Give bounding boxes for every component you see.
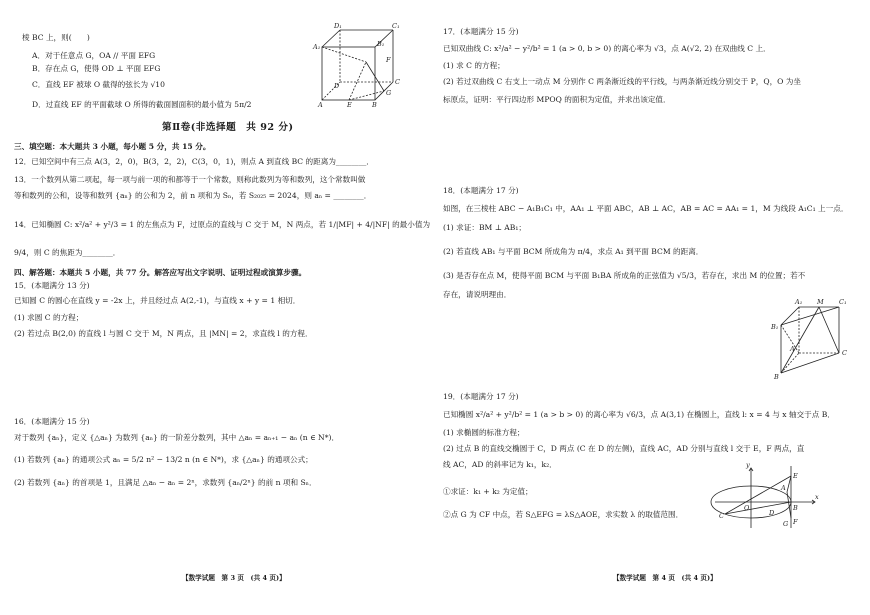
question-16-heading: 16．(本题满分 15 分) [14, 417, 90, 426]
question-17-heading: 17．(本题满分 15 分) [443, 27, 519, 36]
prism-label-c1: C₁ [839, 298, 847, 306]
question-18-heading: 18．(本题满分 17 分) [443, 186, 519, 195]
cube-label-a: A [318, 101, 323, 109]
question-18-part1: (1) 求证：BM ⊥ AB₁； [443, 223, 526, 232]
cube-label-f: F [386, 56, 391, 64]
ellipse-label-y: y [746, 461, 750, 469]
right-page-footer: 【数学试题 第 4 页 (共 4 页)】 [613, 574, 717, 582]
prism-label-b1: B₁ [771, 323, 779, 331]
question-12: 12．已知空间中有三点 A(3，2，0)，B(3，2，2)，C(3，0，1)，则点 A 到直线 BC 的距离为________． [14, 157, 374, 166]
ellipse-label-e: E [793, 472, 798, 480]
question-13-line2: 等和数列的公和，设等和数列 {aₙ} 的公和为 2，前 n 项和为 Sₙ，若 S₂₀₂₅ = 2024，则 aₙ = ________． [14, 191, 372, 200]
question-16-part1: (1) 若数列 {aₙ} 的通项公式 aₙ = 5/2 n² − 13/2 n (n ∈ N*)，求 {△aₙ} 的通项公式； [14, 455, 313, 464]
prism-figure [771, 297, 851, 379]
cube-figure [304, 22, 414, 107]
section4-heading: 四、解答题：本题共 5 小题，共 77 分。解答应写出文字说明、证明过程或演算步骤。 [14, 268, 307, 277]
question-15-heading: 15．(本题满分 13 分) [14, 281, 90, 290]
question-14-line1: 14．已知椭圆 C: x²/a² + y²/3 = 1 的左焦点为 F，过原点的直线与 C 交于 M，N 两点，若 1/|MF| + 4/|NF| 的最小值为 [14, 220, 431, 229]
question-13-line1: 13．一个数列从第二项起，每一项与前一项的和都等于一个常数，则称此数列为等和数列，这个常数叫做 [14, 175, 366, 184]
question-18-stem: 如图，在三棱柱 ABC − A₁B₁C₁ 中，AA₁ ⊥ 平面 ABC，AB ⊥ AC，AB = AC = AA₁ = 1，M 为线段 A₁C₁ 上一点． [443, 204, 849, 213]
q11-option-b: B．存在点 G，使得 OD ⊥ 平面 EFG [32, 64, 161, 73]
cube-label-b1: B₁ [377, 40, 385, 48]
left-page-footer: 【数学试题 第 3 页 (共 4 页)】 [182, 574, 286, 582]
question-17-part2-line2: 标原点，证明：平行四边形 MPOQ 的面积为定值，并求出该定值． [443, 95, 671, 104]
prism-label-c: C [842, 349, 847, 357]
question-17-stem: 已知双曲线 C: x²/a² − y²/b² = 1 (a > 0, b > 0) 的离心率为 √3，点 A(√2, 2) 在双曲线 C 上． [443, 44, 771, 53]
ellipse-label-x: x [815, 493, 819, 501]
q11-tail: 棱 BC 上，则( ) [22, 33, 90, 42]
question-15-part2: (2) 若过点 B(2,0) 的直线 l 与圆 C 交于 M，N 两点，且 |MN| = 2，求直线 l 的方程． [14, 329, 313, 338]
right-page [443, 0, 858, 615]
question-19-part2-line2: 线 AC，AD 的斜率记为 k₁，k₂． [443, 460, 557, 469]
prism-label-b: B [774, 373, 779, 381]
cube-label-a1: A₁ [313, 43, 321, 51]
question-14-line2: 9/4，则 C 的焦距为________． [14, 248, 121, 257]
question-15-part1: (1) 求圆 C 的方程； [14, 313, 84, 322]
prism-label-m: M [817, 298, 824, 306]
part2-title: 第Ⅱ卷(非选择题 共 92 分) [162, 122, 294, 133]
question-18-part3-line1: (3) 是否存在点 M，使得平面 BCM 与平面 B₁BA 所成角的正弦值为 √5/3，若存在，求出 M 的位置；若不 [443, 271, 806, 280]
question-19-sub2: ②点 G 为 CF 中点，若 S△EFG = λS△AOE，求实数 λ 的取值范围． [443, 510, 684, 519]
ellipse-label-b: B [793, 504, 798, 512]
cube-label-c1: C₁ [392, 22, 400, 30]
question-19-heading: 19．(本题满分 17 分) [443, 392, 519, 401]
question-17-part1: (1) 求 C 的方程； [443, 61, 505, 70]
question-19-stem: 已知椭圆 x²/a² + y²/b² = 1 (a > b > 0) 的离心率为 √6/3，点 A(3,1) 在椭圆上，直线 l: x = 4 与 x 轴交于点 B． [443, 410, 835, 419]
q11-option-a: A．对于任意点 G，OA // 平面 EFG [32, 51, 156, 60]
ellipse-label-a: A [781, 484, 786, 492]
prism-label-a1: A₁ [795, 298, 803, 306]
section3-heading: 三、填空题：本大题共 3 小题，每小题 5 分，共 15 分。 [14, 142, 211, 151]
cube-label-e: E [347, 101, 352, 109]
cube-label-d1: D₁ [334, 22, 342, 30]
ellipse-label-d: D [769, 509, 775, 517]
prism-label-a: A [790, 345, 795, 353]
q11-option-c: C．直线 EF 被球 O 截得的弦长为 √10 [32, 80, 165, 89]
ellipse-label-f: F [793, 518, 798, 526]
question-17-part2-line1: (2) 若过双曲线 C 右支上一动点 M 分别作 C 两条渐近线的平行线，与两条渐近线分别交于 P，Q，O 为坐 [443, 77, 801, 86]
ellipse-label-o: O [744, 504, 750, 512]
question-18-part2: (2) 若直线 AB₁ 与平面 BCM 所成角为 π/4，求点 A₁ 到平面 BCM 的距离． [443, 247, 704, 256]
question-19-part1: (1) 求椭圆的标准方程； [443, 428, 525, 437]
cube-label-g: G [386, 89, 392, 97]
question-15-stem: 已知圆 C 的圆心在直线 y = -2x 上，并且经过点 A(2,-1)，与直线 x + y = 1 相切． [14, 296, 301, 305]
q11-option-d: D．过直线 EF 的平面截球 O 所得的截面圆面积的最小值为 5π/2 [32, 100, 252, 109]
cube-label-d: D [334, 82, 340, 90]
ellipse-figure [711, 462, 821, 532]
question-16-part2: (2) 若数列 {aₙ} 的首项是 1，且满足 △aₙ − aₙ = 2ⁿ，求数列 {aₙ/2ⁿ} 的前 n 项和 Sₙ． [14, 478, 317, 487]
ellipse-label-c: C [719, 512, 724, 520]
cube-label-c: C [395, 78, 400, 86]
left-page [14, 0, 434, 615]
question-16-stem: 对于数列 {aₙ}，定义 {△aₙ} 为数列 {aₙ} 的一阶差分数列，其中 △aₙ = aₙ₊₁ − aₙ (n ∈ N*)． [14, 433, 340, 442]
question-18-part3-line2: 存在，请说明理由． [443, 290, 512, 299]
cube-label-b: B [372, 101, 377, 109]
question-19-sub1: ①求证：k₁ + k₂ 为定值； [443, 487, 533, 496]
ellipse-label-g: G [783, 520, 789, 528]
question-19-part2-line1: (2) 过点 B 的直线交椭圆于 C，D 两点 (C 在 D 的左侧)，直线 AC，AD 分别与直线 l 交于 E，F 两点，直 [443, 444, 805, 453]
